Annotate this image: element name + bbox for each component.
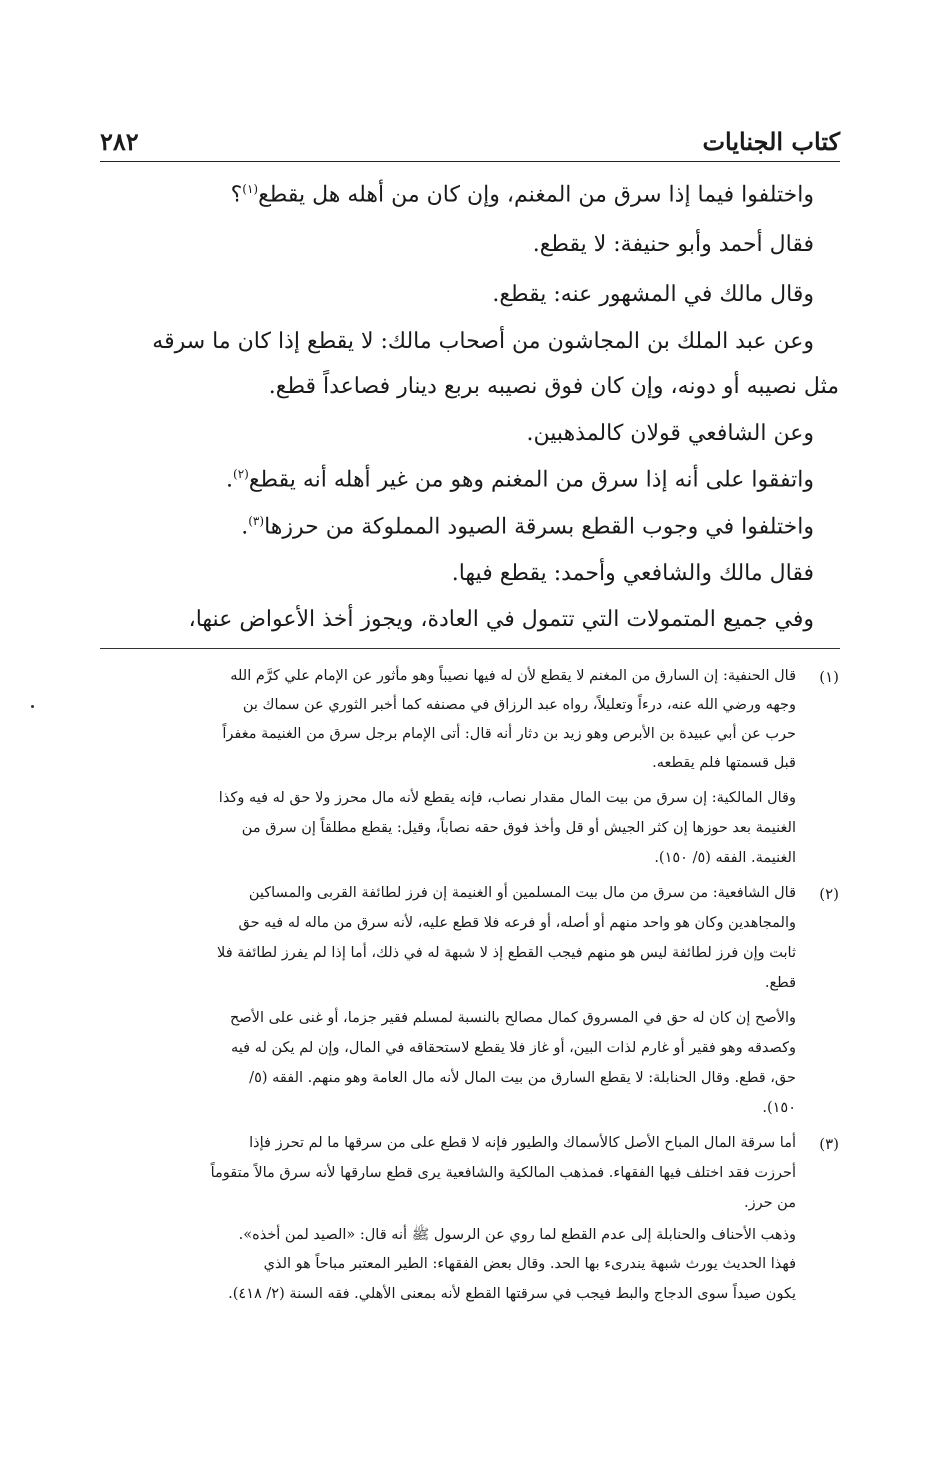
footnote-ref: (٣) <box>248 514 265 528</box>
footnote-ref: (١) <box>242 182 259 196</box>
main-line: وفي جميع المتمولات التي تتمول في العادة، ويجوز أخذ الأعواض عنها، <box>188 607 814 632</box>
footnote-line: من حرز. <box>744 1195 796 1211</box>
main-line: وعن الشافعي قولان كالمذهبين. <box>526 421 814 446</box>
footnote-number: (٣) <box>819 1135 839 1153</box>
footnote-line: أحرزت فقد اختلف فيها الفقهاء. فمذهب المالكية والشافعية يرى قطع سارقها لأنه سرق مالاً متقوماً <box>210 1165 796 1181</box>
footnote-line: قال الشافعية: من سرق من مال بيت المسلمين أو الغنيمة إن فرز لطائفة القربى والمساكين <box>248 885 796 901</box>
main-line: وعن عبد الملك بن المجاشون من أصحاب مالك: لا يقطع إذا كان ما سرقه <box>152 329 814 354</box>
main-line: واختلفوا فيما إذا سرق من المغنم، وإن كان من أهله هل يقطع$^{(١)}$؟ <box>230 182 814 208</box>
running-header <box>100 125 840 162</box>
footnote-line: ثابت وإن فرز لطائفة ليس هو منهم فيجب القطع إذ لا شبهة له في ذلك، أما إذا لم يفرز لطائفة فلا <box>217 945 796 961</box>
footnote-number: (٢) <box>819 885 839 903</box>
footnote-line: يكون صيداً سوى الدجاج والبط فيجب في سرقتها القطع لأنه بمعنى الأهلي. فقه السنة (٢/ ٤١٨). <box>228 1286 796 1302</box>
footnote-line: ١٥٠). <box>762 1100 796 1116</box>
footnote-line: والأصح إن كان له حق في المسروق كمال مصالح بالنسبة لمسلم فقير جزما، أو غنى على الأصح <box>230 1010 796 1026</box>
footnote-separator <box>100 648 840 649</box>
footnote-line: حرب عن أبي عبيدة بن الأبرص وهو زيد بن دثار أنه قال: أتى الإمام برجل سرق من الغنيمة مغفراً <box>222 726 796 742</box>
speck <box>31 705 34 708</box>
main-line: فقال أحمد وأبو حنيفة: لا يقطع. <box>532 232 814 257</box>
main-line: واتفقوا على أنه إذا سرق من المغنم وهو من غير أهله أنه يقطع$^{(٢)}$. <box>226 467 814 493</box>
footnote-line: فهذا الحديث يورث شبهة يندرىء بها الحد. وقال بعض الفقهاء: الطير المعتبر مباحاً هو الذي <box>263 1256 796 1272</box>
footnote-line: وجهه ورضي الله عنه، درءاً وتعليلاً، رواه عبد الرزاق في مصنفه كما أخبر الثوري عن سماك بن <box>242 697 796 713</box>
main-line: فقال مالك والشافعي وأحمد: يقطع فيها. <box>451 561 814 586</box>
footnote-line: قطع. <box>764 975 796 991</box>
main-line: واختلفوا في وجوب القطع بسرقة الصيود المملوكة من حرزها$^{(٣)}$. <box>241 514 814 540</box>
footnote-line: الغنيمة. الفقه (٥/ ١٥٠). <box>654 850 796 866</box>
footnote-line: حق، قطع. وقال الحنابلة: لا يقطع السارق من بيت المال لأنه مال العامة وهو منهم. الفقه (٥/ <box>249 1070 796 1086</box>
main-line: وقال مالك في المشهور عنه: يقطع. <box>492 282 814 307</box>
footnote-ref: (٢) <box>233 467 249 481</box>
footnote-line: قال الحنفية: إن السارق من المغنم لا يقطع لأن له فيها نصيباً وهو مأثور عن الإمام علي كرَّم الله <box>230 668 796 684</box>
chapter-title: كتاب الجنايات <box>702 127 840 156</box>
main-line: مثل نصيبه أو دونه، وإن كان فوق نصيبه بربع دينار فصاعداً قطع. <box>268 374 839 399</box>
footnote-line: الغنيمة بعد حوزها إن كثر الجيش أو قل وأخذ فوق حقه نصاباً، وقيل: يقطع مطلقاً إن سرق من <box>241 820 796 836</box>
footnote-line: والمجاهدين وكان هو واحد منهم أو أصله، أو فرعه فلا قطع عليه، لأنه سرق من ماله له فيه حق <box>238 915 796 931</box>
footnote-number: (١) <box>819 668 839 686</box>
footnote-line: قبل قسمتها فلم يقطعه. <box>652 755 796 771</box>
footnote-line: وكصدقه وهو فقير أو غارم لذات البين، أو غاز فلا يقطع لاستحقاقه في المال، وإن لم يكن له فيه <box>231 1040 796 1056</box>
page-number: ٢٨٢ <box>100 127 139 156</box>
footnote-line: وقال المالكية: إن سرق من بيت المال مقدار نصاب، فإنه يقطع لأنه مال محرز ولا حق له فيه وكذا <box>218 790 796 806</box>
footnote-line: وذهب الأحناف والحنابلة إلى عدم القطع لما روي عن الرسول ﷺ أنه قال: «الصيد لمن أخذه». <box>238 1227 796 1243</box>
footnote-line: أما سرقة المال المباح الأصل كالأسماك والطيور فإنه لا قطع على من سرقها ما لم تحرز فإذا <box>249 1135 796 1151</box>
